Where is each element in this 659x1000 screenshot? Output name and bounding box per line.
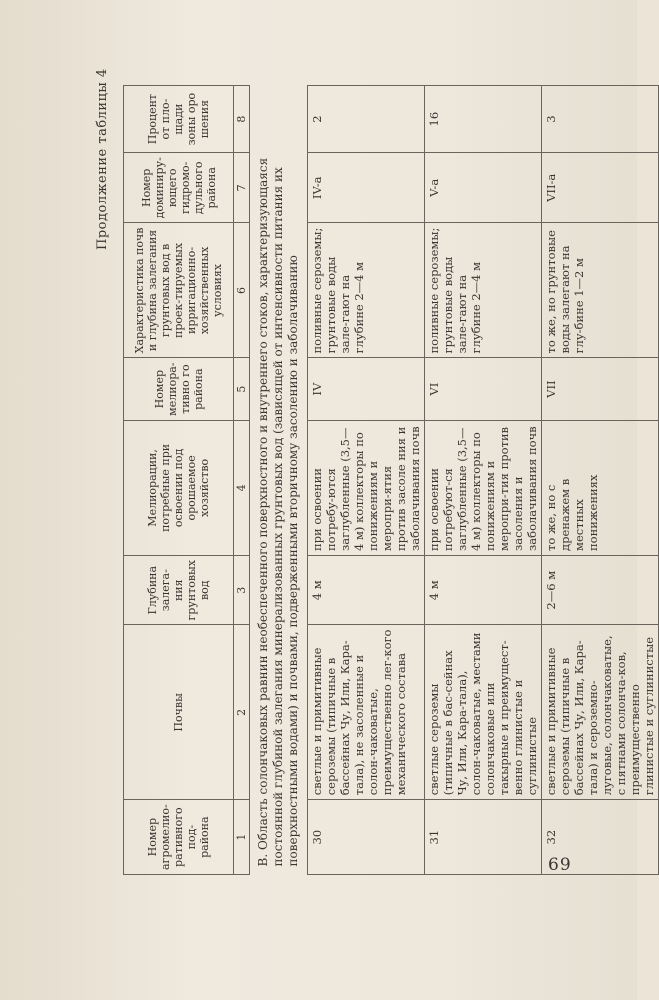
header-row — [124, 86, 234, 875]
column-number: 2 — [234, 625, 250, 800]
table-row — [425, 86, 542, 875]
cell-soils: светлые и примитивные сероземы (типичные в бассейнах Чу, Или, Кара-тала) и сероземно-луговые, солончаковатые, с пятнами солонча-ков, преимущественно глинистые и суглинистые — [542, 625, 659, 800]
cell-characteristic: поливные сероземы; грунтовые воды зале-гают на глубине 2—4 м — [425, 223, 542, 358]
cell-soils: светлые сероземы (типичные в бас-сейнах Чу, Или, Кара-тала), солон-чаковатые, местами солончаковые или такырные и преимущест-венно глинистые и суглинистые — [425, 625, 542, 800]
cell-region: VI — [425, 358, 542, 420]
cell-subregion: 30 — [308, 800, 425, 875]
col-header: Мелиорации, потребные при освоении под орошаемое хозяйство — [124, 420, 234, 555]
col-header: Номер мелиора-тивно го района — [124, 358, 234, 420]
cell-hydro: VII-а — [542, 153, 659, 223]
col-header: Номер доминиру-ющего гидромо-дульного района — [124, 153, 234, 223]
page-number: 69 — [548, 855, 572, 875]
cell-region: IV — [308, 358, 425, 420]
cell-measures: при освоении потребуют-ся заглубленные (3,5—4 м) коллекторы по понижениям и меропри-тия против засоления и заболачивания почв — [425, 420, 542, 555]
cell-characteristic: то же, но грунтовые воды залегают на глу-бине 1—2 м — [542, 223, 659, 358]
col-header: Процент от пло-щади зоны оро шения — [124, 86, 234, 153]
cell-hydro: IV-а — [308, 153, 425, 223]
cell-characteristic: поливные сероземы; грунтовые воды зале-гают на глубине 2—4 м — [308, 223, 425, 358]
column-number: 1 — [234, 800, 250, 875]
cell-depth: 2—6 м — [542, 555, 659, 624]
soil-table — [123, 85, 659, 875]
cell-percent: 2 — [308, 86, 425, 153]
cell-depth: 4 м — [425, 555, 542, 624]
section-row — [250, 86, 308, 875]
column-number: 3 — [234, 555, 250, 624]
cell-hydro: V-а — [425, 153, 542, 223]
cell-subregion: 32 — [542, 800, 659, 875]
cell-soils: светлые и примитивные сероземы (типичные в бассейнах Чу, Или, Кара-тала), не засоленные и солон-чаковатые, преимущественно лег-кого механического состава — [308, 625, 425, 800]
column-number: 4 — [234, 420, 250, 555]
column-number: 7 — [234, 153, 250, 223]
column-number: 8 — [234, 86, 250, 153]
cell-depth: 4 м — [308, 555, 425, 624]
col-header: Номер агромелио-ративного под-района — [124, 800, 234, 875]
cell-percent: 16 — [425, 86, 542, 153]
table-row — [308, 86, 425, 875]
section-title: В. Область солончаковых равнин необеспеченного поверхностного и внутреннего стоков, характеризующаяся постоянной глубиной залегания минерализованных грунтовых вод (зависящей от интенсивности питания их поверхностными водами) и почвами, подверженными вторичному засолению и заболачиванию — [250, 86, 308, 875]
cell-measures: то же, но с дренажем в местных понижениях — [542, 420, 659, 555]
column-number: 6 — [234, 223, 250, 358]
col-header: Глубина залега-ния грунтовых вод — [124, 555, 234, 624]
column-number-row — [234, 86, 250, 875]
table-row — [542, 86, 659, 875]
cell-percent: 3 — [542, 86, 659, 153]
col-header: Характеристика почв и глубина залегания грунтовых вод в проек-тируемых ирригационно-хозяйственных условиях — [124, 223, 234, 358]
col-header: Почвы — [124, 625, 234, 800]
column-number: 5 — [234, 358, 250, 420]
cell-subregion: 31 — [425, 800, 542, 875]
cell-measures: при освоении потребу-ются заглубленные (3,5—4 м) коллекторы по понижениям и меропри-ятия против засоле ния и заболачивания почв — [308, 420, 425, 555]
rotated-table-area — [95, 68, 656, 875]
continuation-caption: Продолжение таблицы 4 — [95, 68, 110, 250]
cell-region: VII — [542, 358, 659, 420]
